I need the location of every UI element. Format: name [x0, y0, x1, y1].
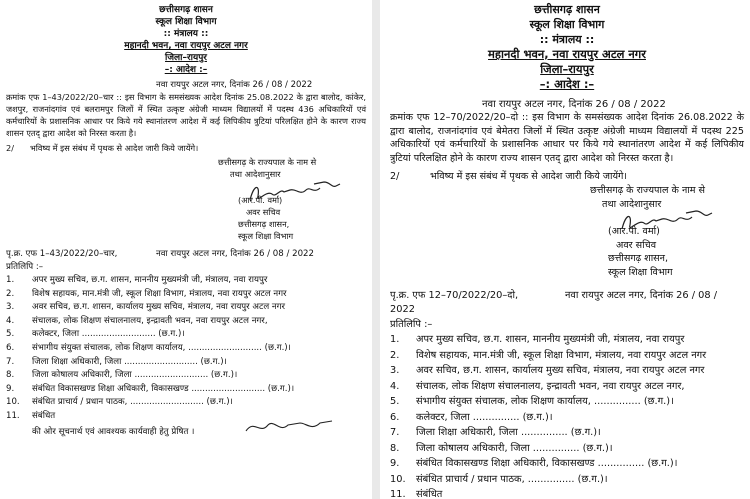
- header-line-3: :: मंत्रालय ::: [163, 29, 209, 39]
- order-body: क्रमांक एफ 1–43/2022/20–चार :: इस विभाग के समसंख्यक आदेश दिनांक 25.08.2022 के द्वारा बालोद, कांकेर, जशपुर, राजनांदगांव एवं बलरामपुर जिलों में स्थित उत्कृष्ट अंग्रेजी माध्यम विद्यालयों में पदस्थ 436 अधिकारियों एवं कर्मचारियों के प्रशासनिक आधार पर किये गये स्थानांतरण आदेश में कई लिपिकीय त्रुटियां परिलक्षित होने के कारण राज्य शासन एतद् द्वारा आदेश को निरस्त करता है।: [6, 92, 366, 138]
- distribution-item-text: अपर मुख्य सचिव, छ.ग. शासन, माननीय मुख्यमंत्री जी, मंत्रालय, नवा रायपुर: [416, 334, 685, 345]
- para-2-text: भविष्य में इस संबंध में पृथक से आदेश जारी किये जायेंगे।: [30, 143, 199, 153]
- distribution-item-text: विशेष सहायक, मान.मंत्री जी, स्कूल शिक्षा विभाग, मंत्रालय, नवा रायपुर अटल नगर: [416, 349, 707, 361]
- distribution-item: [390, 348, 744, 364]
- distribution-item-number: 6.: [390, 411, 400, 423]
- header-line-5: जिला–रायपुर: [165, 53, 207, 63]
- endorsement-number: पृ.क्र. एफ 12–70/2022/20–दो,: [390, 290, 519, 301]
- header-line-3: :: मंत्रालय ::: [539, 33, 595, 46]
- signatory-title-2: छत्तीसगढ़ शासन,: [608, 253, 669, 264]
- order-para-2: [6, 143, 366, 154]
- distribution-item-number: 7.: [390, 427, 400, 438]
- distribution-item-number: 7.: [6, 356, 15, 367]
- para-2-number: 2/: [390, 171, 400, 182]
- distribution-item-number: 9.: [6, 383, 15, 394]
- distribution-list: [6, 274, 366, 424]
- header-line-4: महानदी भवन, नवा रायपुर अटल नगर: [124, 41, 248, 51]
- endorsement-line: [6, 248, 366, 260]
- distribution-item: [6, 369, 366, 383]
- order-para-2: [390, 169, 744, 182]
- distribution-item-text: कलेक्टर, जिला ........................... (छ.ग.)।: [32, 329, 185, 340]
- distribution-item-number: 3.: [6, 302, 15, 313]
- order-dateline: नवा रायपुर अटल नगर, दिनांक 26 / 08 / 2022: [482, 99, 666, 110]
- distribution-item: [390, 379, 744, 395]
- distribution-item: [390, 425, 744, 441]
- header-line-2: स्कूल शिक्षा विभाग: [155, 17, 217, 27]
- signature-image: [244, 178, 364, 208]
- distribution-item-text: जिला शिक्षा अधिकारी, जिला ........................... (छ.ग.)।: [32, 356, 227, 367]
- distribution-item-text: अवर सचिव, छ.ग. शासन, कार्यालय मुख्य सचिव, मंत्रालय, नवा रायपुर अटल नगर: [32, 302, 286, 313]
- endorsement-number: पृ.क्र. एफ 1–43/2022/20–चार,: [6, 249, 118, 259]
- signatory-title-1: अवर सचिव: [246, 207, 281, 217]
- distribution-item-number: 11.: [390, 489, 406, 499]
- distribution-item-text: संबंधित प्राचार्य / प्रधान पाठक, ........................... (छ.ग.)।: [32, 397, 233, 408]
- distribution-item-number: 4.: [390, 380, 400, 392]
- endorsement-date: नवा रायपुर अटल नगर, दिनांक 26 / 08 / 2022: [156, 249, 314, 259]
- signatory-title-3: स्कूल शिक्षा विभाग: [238, 231, 294, 241]
- distribution-item-text: संबंधित विकासखण्ड शिक्षा अधिकारी, विकासखण्ड ............... (छ.ग.)।: [416, 458, 678, 469]
- signatory-title-2: छत्तीसगढ़ शासन,: [238, 219, 290, 229]
- distribution-item: [390, 472, 744, 488]
- distribution-item-number: 8.: [6, 370, 15, 381]
- order-body: क्रमांक एफ 12–70/2022/20–दो :: इस विभाग के समसंख्यक आदेश दिनांक 26.08.2022 के द्वारा बालोद, राजनांदगांव एवं बेमेतरा जिलों में स्थित उत्कृष्ट अंग्रेजी माध्यम विद्यालयों में पदस्थ 225 अधिकारियों एवं कर्मचारियों के प्रशासनिक आधार पर किये गये स्थानांतरण आदेश में कई लिपिकीय त्रुटियां परिलक्षित होने के कारण राज्य शासन एतद् द्वारा आदेश को निरस्त करता है।: [390, 112, 744, 164]
- signatory-title-1: अवर सचिव: [616, 239, 657, 251]
- footer-text: की ओर सूचनार्थ एवं आवश्यक कार्यवाही हेतु प्रेषित ।: [32, 426, 195, 437]
- distribution-item-number: 9.: [390, 458, 400, 469]
- governor-order-line: [6, 156, 366, 180]
- distribution-item-number: 5.: [6, 329, 15, 340]
- distribution-item: [6, 342, 366, 356]
- distribution-item-text: संचालक, लोक शिक्षण संचालनालय, इन्द्रावती भवन, नवा रायपुर अटल नगर,: [416, 380, 685, 392]
- signatory-name: (आर.पी. वर्मा): [608, 226, 660, 237]
- order-page-left: [0, 0, 372, 499]
- header-line-1: छत्तीसगढ़ शासन: [159, 5, 213, 15]
- distribution-item: [6, 356, 366, 370]
- distribution-item: [6, 328, 366, 342]
- distribution-item-number: 4.: [6, 315, 15, 326]
- governor-line-2: तथा आदेशानुसार: [602, 198, 662, 210]
- order-page-right: [380, 0, 750, 499]
- distribution-item-text: अवर सचिव, छ.ग. शासन, कार्यालय मुख्य सचिव, मंत्रालय, नवा रायपुर अटल नगर: [416, 365, 705, 376]
- distribution-item: [390, 394, 744, 410]
- distribution-item-text: कलेक्टर, जिला ............... (छ.ग.)।: [416, 411, 553, 423]
- copy-to-label: प्रतिलिपि :–: [6, 262, 44, 272]
- distribution-item-number: 8.: [390, 442, 400, 454]
- distribution-item: [6, 383, 366, 397]
- footer-signature-image: [242, 415, 352, 437]
- header-line-5: जिला–रायपुर: [540, 62, 594, 76]
- distribution-item-number: 5.: [390, 396, 400, 407]
- footer-note: [6, 425, 366, 437]
- signatory-title-3: स्कूल शिक्षा विभाग: [608, 266, 673, 278]
- header-line-6: –: आदेश :–: [164, 65, 208, 75]
- distribution-item: [6, 315, 366, 329]
- distribution-item-number: 2.: [390, 349, 400, 361]
- distribution-item-number: 1.: [6, 275, 15, 285]
- header-line-4: महानदी भवन, नवा रायपुर अटल नगर: [488, 47, 646, 61]
- distribution-item-text: संबंधित: [32, 410, 56, 421]
- governor-line-1: छत्तीसगढ़ के राज्यपाल के नाम से: [218, 157, 317, 167]
- signature-block: [390, 211, 744, 279]
- distribution-item-text: संबंधित प्राचार्य / प्रधान पाठक, ............... (छ.ग.)।: [416, 473, 608, 485]
- distribution-item-text: जिला कोषालय अधिकारी, जिला ............... (छ.ग.)।: [416, 442, 613, 454]
- distribution-item-number: 1.: [390, 334, 400, 345]
- distribution-item-number: 11.: [6, 410, 20, 421]
- distribution-item-text: संबंधित विकासखण्ड शिक्षा अधिकारी, विकासखण्ड ........................... (छ.ग.)।: [32, 383, 295, 394]
- distribution-item: [390, 456, 744, 472]
- para-2-number: 2/: [6, 143, 14, 153]
- header-line-2: स्कूल शिक्षा विभाग: [529, 18, 605, 31]
- signature-image: [616, 207, 736, 237]
- distribution-item: [6, 301, 366, 315]
- header-line-1: छत्तीसगढ़ शासन: [534, 3, 600, 16]
- distribution-item-text: संचालक, लोक शिक्षण संचालनालय, इन्द्रावती भवन, नवा रायपुर अटल नगर,: [32, 315, 268, 326]
- signatory-name: (आर.पी. वर्मा): [238, 195, 283, 205]
- distribution-item-number: 3.: [390, 365, 400, 376]
- distribution-item-text: संबंधित: [416, 489, 443, 499]
- distribution-item: [390, 487, 744, 499]
- distribution-item-number: 2.: [6, 288, 15, 299]
- distribution-item-text: संभागीय संयुक्त संचालक, लोक शिक्षण कार्यालय, ............... (छ.ग.)।: [416, 396, 674, 407]
- distribution-item: [6, 288, 366, 302]
- governor-line-1: छत्तीसगढ़ के राज्यपाल के नाम से: [590, 185, 706, 196]
- distribution-item: [390, 441, 744, 457]
- distribution-item-number: 10.: [6, 397, 20, 408]
- distribution-list: [390, 332, 744, 499]
- governor-line-2: तथा आदेशानुसार: [230, 169, 281, 179]
- letterhead: [6, 4, 366, 76]
- distribution-item-text: जिला शिक्षा अधिकारी, जिला ............... (छ.ग.)।: [416, 427, 601, 438]
- distribution-item-text: विशेष सहायक, मान.मंत्री जी, स्कूल शिक्षा विभाग, मंत्रालय, नवा रायपुर अटल नगर: [32, 288, 287, 299]
- distribution-item: [390, 363, 744, 379]
- distribution-item-text: संभागीय संयुक्त संचालक, लोक शिक्षण कार्यालय, ........................... (छ.ग.)।: [32, 342, 291, 353]
- para-2-text: भविष्य में इस संबंध में पृथक से आदेश जारी किये जायेंगे।: [430, 171, 628, 182]
- distribution-item-number: 6.: [6, 342, 15, 353]
- signature-block: [6, 180, 366, 242]
- distribution-item: [6, 274, 366, 288]
- distribution-item-text: अपर मुख्य सचिव, छ.ग. शासन, माननीय मुख्यमंत्री जी, मंत्रालय, नवा रायपुर: [32, 275, 268, 285]
- copy-to-label: प्रतिलिपि :–: [390, 319, 433, 330]
- distribution-item: [390, 410, 744, 426]
- distribution-item: [390, 332, 744, 348]
- endorsement-line: [390, 289, 744, 317]
- letterhead: [390, 2, 744, 92]
- header-line-6: –: आदेश :–: [539, 77, 595, 91]
- endorsement-date: नवा रायपुर अटल नगर, दिनांक 26 / 08 / 2022: [390, 290, 718, 315]
- distribution-item: [6, 396, 366, 410]
- distribution-item-number: 10.: [390, 473, 406, 485]
- distribution-item-text: जिला कोषालय अधिकारी, जिला ........................... (छ.ग.)।: [32, 370, 238, 381]
- order-dateline: नवा रायपुर अटल नगर, दिनांक 26 / 08 / 2022: [156, 80, 313, 90]
